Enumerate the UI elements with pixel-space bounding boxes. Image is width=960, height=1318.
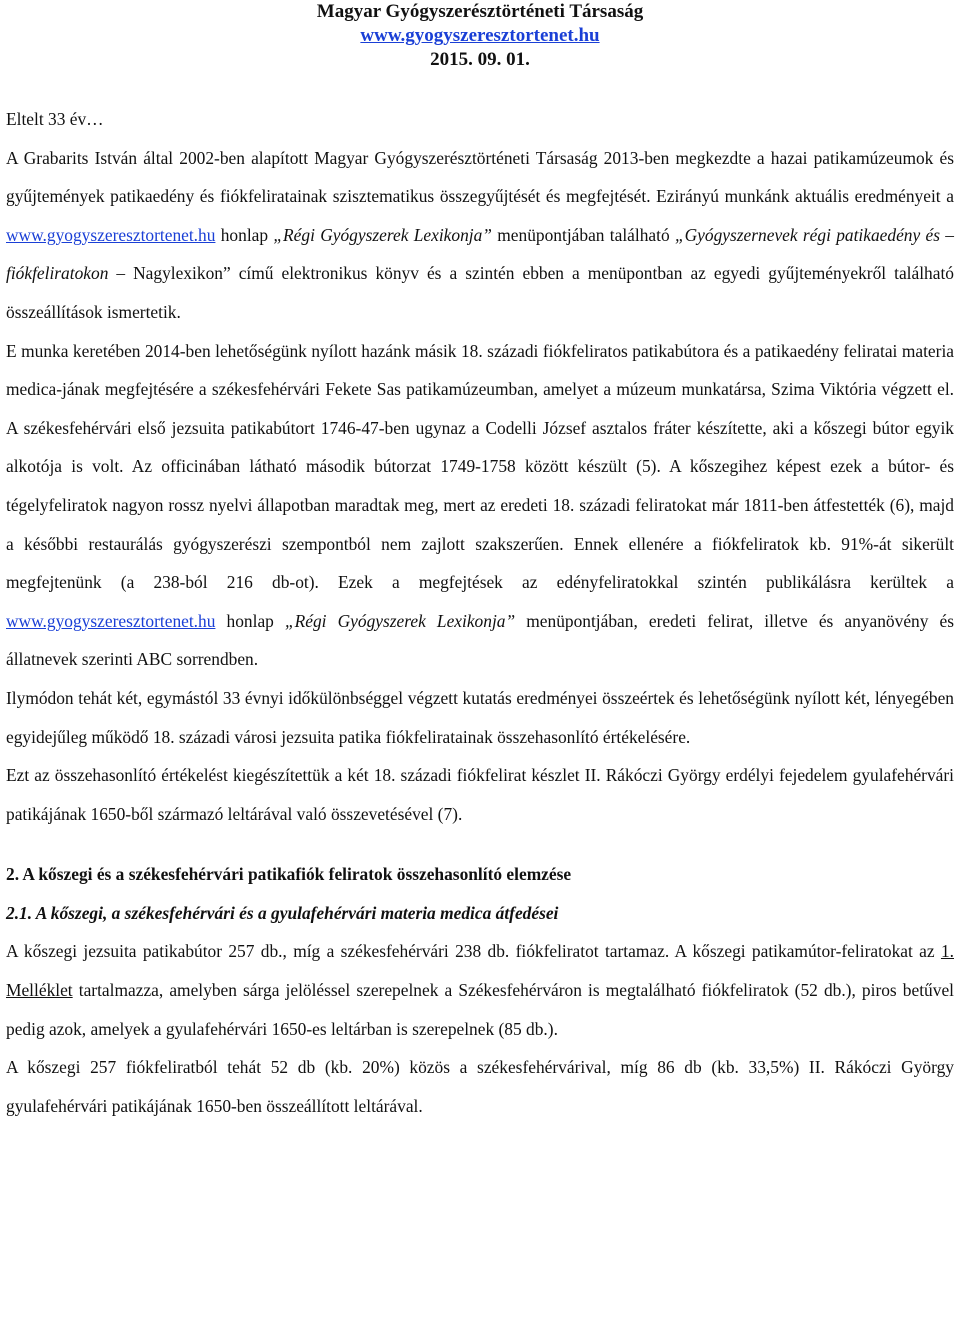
header-website-link[interactable]: www.gyogyszeresztortenet.hu [360,25,600,46]
document-date: 2015. 09. 01. [430,49,530,70]
body-website-link-2[interactable]: www.gyogyszeresztortenet.hu [6,610,216,631]
statistics-paragraph: A kőszegi 257 fiókfeliratból tehát 52 db (kb. 20%) közös a székesfehérvárival, míg 86 db (kb. 33,5%) II. Rákóczi György gyulafehérvári patikájának 1650-ben összeállított leltárával. [6,1057,954,1116]
section-title: Eltelt 33 év… [6,109,104,129]
section-spacer [6,833,954,855]
body-website-link-1[interactable]: www.gyogyszeresztortenet.hu [6,224,216,245]
document-body [6,100,954,1125]
koszeg-paragraph: A kőszegi jezsuita patikabútor 257 db., míg a székesfehérvári 238 db. fiókfeliratot tartamaz. A kőszegi patikamútor-feliratokat az 1. Melléklet tartalmazza, amelyben sárga jelöléssel szerepelnek a Székesfehérváron is megtalálható fiókfeliratok (52 db.), piros betűvel pedig azok, amelyek a gyulafehérvári 1650-es leltárban is szerepelnek (85 db.). [6,941,954,1039]
intro-paragraph: A Grabarits István által 2002-ben alapított Magyar Gyógyszerésztörténeti Társaság 2013-ben megkezdte a hazai patikamúzeumok és gyűjtemények patikaedény és fiókfeliratainak szisztematikus összegyűjtését és megfejtését. Ezirányú munkánk aktuális eredményeit a www.gyogyszeresztortenet.hu honlap „Régi Gyógyszerek Lexikonja” menüpontjában található „Gyógyszernevek régi patikaedény és –fiókfeliratokon – Nagylexikon” című elektronikus könyv és a szintén ebben a menüpontban az egyedi gyűjteményekről található összeállítások ismertetik. [6,147,955,322]
research-paragraph: Ilymódon tehát két, egymástól 33 évnyi időkülönbséggel végzett kutatás eredményei összeértek és lehetőségünk nyílott két, lényegében egyidejűleg működő 18. századi városi jezsuita patika fiókfeliratainak összehasonlító értékelésére. [6,687,954,747]
section-2-1-heading: 2.1. A kőszegi, a székesfehérvári és a gyulafehérvári materia medica átfedései [6,902,559,923]
section-2-heading: 2. A kőszegi és a székesfehérvári patikafiók feliratok összehasonlító elemzése [6,864,572,885]
context-paragraph: E munka keretében 2014-ben lehetőségünk nyílott hazánk másik 18. századi fiókfeliratos patikabútora és a patikaedény feliratai materia medica-jának megfejtésére a székesfehérvári Fekete Sas patikamúzeumban, amelyet a múzeum munkatársa, Szima Viktória végzett el. A székesfehérvári első jezsuita patikabútort 1746-47-ben ugynaz a Codelli József asztalos fráter készítette, aki a kőszegi bútor egyik alkotója is volt. Az officinában látható második bútorzat 1749-1758 között készült (5). A kőszegihez képest ezek a bútor- és tégelyfeliratok nagyon rossz nyelvi állapotban maradtak meg, mert az eredeti 18. századi feliratokat már 1811-ben átfestették (6), majd a későbbi restaurálás gyógyszerészi szempontból nem zajlott szakszerűen. Ennek ellenére a fiókfeliratok kb. 91%-át sikerült megfejtenünk (a 238-ból 216 db-ot). Ezek a megfejtések az edényfeliratokkal szintén publikálásra kerültek a www.gyogyszeresztortenet.hu honlap „Régi Gyógyszerek Lexikonja” menüpontjában, eredeti felirat, illetve és anyanövény és állatnevek szerinti ABC sorrendben. [6,340,955,670]
comparison-paragraph: Ezt az összehasonlító értékelést kiegészítettük a két 18. századi fiókfelirat készlet II. Rákóczi György erdélyi fejedelem gyulafehérvári patikájának 1650-ből származó leltárával való összevetésével (7). [6,765,954,824]
document-header [0,0,960,72]
society-name: Magyar Gyógyszerésztörténeti Társaság [316,1,644,22]
appendix-1-link[interactable]: 1. Melléklet [6,941,954,1001]
